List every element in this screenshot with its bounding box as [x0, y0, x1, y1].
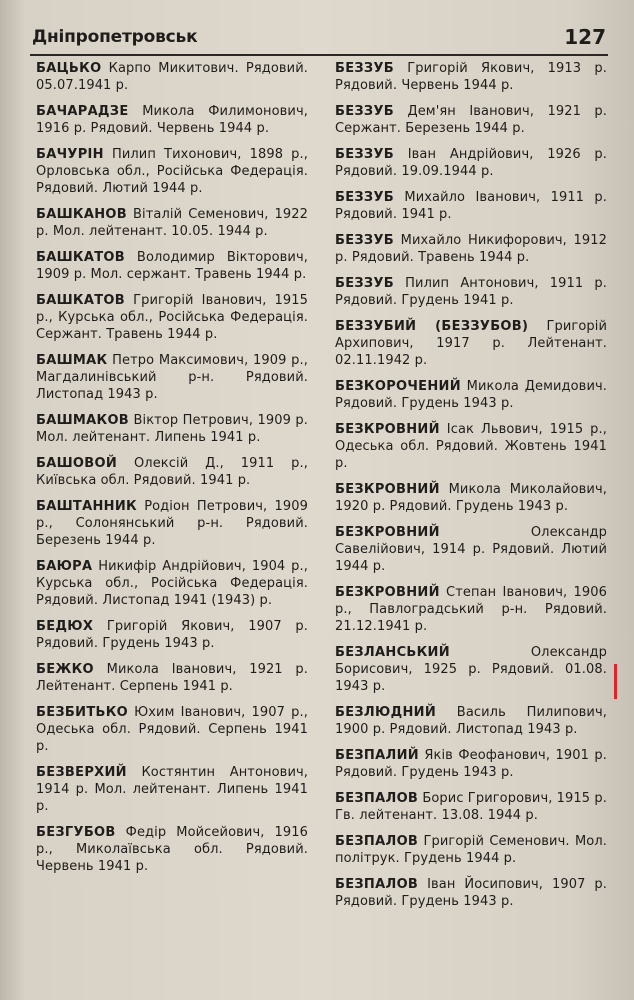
entry-details: Іван Йосипович, 1907 р. Рядовий. Грудень 1943 р.: [335, 877, 607, 909]
entry-details: Микола Филимонович, 1916 р. Рядовий. Червень 1944 р.: [36, 104, 308, 136]
entry-details: Юхим Іванович, 1907 р., Одеська обл. Рядовий. Серпень 1941 р.: [36, 705, 308, 754]
list-entry: [335, 584, 607, 635]
list-entry: [36, 103, 308, 137]
entry-surname: БЕДЮХ: [36, 619, 94, 634]
list-entry: [335, 275, 607, 309]
list-entry: [36, 455, 308, 489]
entry-surname: БЕЗВЕРХИЙ: [36, 765, 127, 780]
entry-details: Григорій Архипович, 1917 р. Лейтенант. 02.11.1942 р.: [335, 319, 608, 368]
list-entry: [36, 704, 308, 755]
entry-details: Володимир Вікторович, 1909 р. Мол. сержант. Травень 1944 р.: [36, 250, 308, 282]
list-entry: [335, 790, 607, 824]
entry-surname: БЕЗПАЛИЙ: [335, 748, 419, 763]
list-entry: [36, 249, 308, 283]
list-entry: [335, 189, 607, 223]
entry-surname: БЕЗКРОВНИЙ: [335, 525, 440, 540]
entry-surname: БАШКАНОВ: [36, 207, 127, 222]
list-entry: [335, 876, 607, 910]
page-title: Дніпропетровськ: [32, 27, 198, 47]
entry-details: Олексій Д., 1911 р., Київська обл. Рядовий. 1941 р.: [36, 456, 308, 488]
entry-surname: БАШКАТОВ: [36, 293, 125, 308]
entry-surname: БАЧАРАДЗЕ: [36, 104, 129, 119]
list-entry: [335, 318, 607, 369]
list-entry: [335, 833, 607, 867]
list-entry: [335, 146, 607, 180]
list-entry: [335, 644, 607, 695]
list-entry: [335, 232, 607, 266]
list-entry: [36, 618, 308, 652]
entry-details: Григорій Іванович, 1915 р., Курська обл., Російська Федерація. Сержант. Травень 1944 р.: [36, 293, 309, 342]
entry-surname: БЕЗЗУБ: [335, 276, 394, 291]
entry-surname: БЕЗЗУБ: [335, 61, 394, 76]
entry-details: Пилип Антонович, 1911 р. Рядовий. Грудень 1941 р.: [335, 276, 608, 308]
entry-surname: БЕЗЗУБ: [335, 233, 394, 248]
list-entry: [36, 824, 308, 875]
page-number: 127: [564, 25, 606, 49]
entry-surname: БЕЗЛАНСЬКИЙ: [335, 645, 450, 660]
entry-details: Олександр Савелійович, 1914 р. Рядовий. Лютий 1944 р.: [335, 525, 607, 574]
entry-details: Дем'ян Іванович, 1921 р. Сержант. Березень 1944 р.: [335, 104, 607, 136]
list-entry: [36, 764, 308, 815]
entry-surname: БАШМАКОВ: [36, 413, 130, 428]
entry-details: Костянтин Антонович, 1914 р. Мол. лейтенант. Липень 1941 р.: [36, 765, 309, 814]
entry-details: Іван Андрійович, 1926 р. Рядовий. 19.09.1944 р.: [335, 147, 608, 179]
list-entry: [36, 206, 308, 240]
entry-details: Никифір Андрійович, 1904 р., Курська обл., Російська Федерація. Рядовий. Листопад 1941 (1943) р.: [36, 559, 308, 608]
entry-surname: БЕЗПАЛОВ: [335, 877, 419, 892]
entry-details: Григорій Якович, 1913 р. Рядовий. Червень 1944 р.: [335, 61, 607, 93]
entry-details: Карпо Микитович. Рядовий. 05.07.1941 р.: [36, 61, 309, 93]
entry-surname: БЕЗБИТЬКО: [36, 705, 128, 720]
entry-surname: БЕЗГУБОВ: [36, 825, 116, 840]
entry-details: Микола Демидович. Рядовий. Грудень 1943 р.: [335, 379, 608, 411]
entry-surname: БАШТАННИК: [36, 499, 137, 514]
entry-surname: БАЧУРІН: [36, 147, 104, 162]
entry-surname: БЕЗЗУБИЙ (БЕЗЗУБОВ): [335, 319, 529, 334]
red-margin-marker: [614, 664, 617, 699]
list-entry: [335, 747, 607, 781]
entry-details: Ісак Львович, 1915 р., Одеська обл. Рядовий. Жовтень 1941 р.: [335, 422, 607, 471]
entry-surname: БЕЗКРОВНИЙ: [335, 482, 440, 497]
list-entry: [36, 412, 308, 446]
page-header: [30, 24, 608, 56]
entry-surname: БАЦЬКО: [36, 61, 102, 76]
entry-details: Борис Григорович, 1915 р. Гв. лейтенант. 13.08. 1944 р.: [335, 791, 607, 823]
list-entry: [36, 352, 308, 403]
entry-details: Микола Миколайович, 1920 р. Рядовий. Грудень 1943 р.: [335, 482, 607, 514]
entry-surname: БЕЖКО: [36, 662, 94, 677]
entry-details: Пилип Тихонович, 1898 р., Орловська обл., Російська Федерація. Рядовий. Лютий 1944 р.: [36, 147, 308, 196]
entry-surname: БЕЗКОРОЧЕНИЙ: [335, 379, 461, 394]
list-entry: [36, 661, 308, 695]
entry-details: Василь Пилипович, 1900 р. Рядовий. Листопад 1943 р.: [335, 705, 607, 737]
list-entry: [36, 292, 308, 343]
right-column: [335, 60, 607, 919]
list-entry: [36, 60, 308, 94]
list-entry: [335, 103, 607, 137]
entry-details: Михайло Іванович, 1911 р. Рядовий. 1941 р.: [335, 190, 608, 222]
entry-details: Федір Мойсейович, 1916 р., Миколаївська обл. Рядовий. Червень 1941 р.: [36, 825, 308, 874]
entry-surname: БАШОВОЙ: [36, 456, 118, 471]
entry-surname: БЕЗПАЛОВ: [335, 834, 419, 849]
list-entry: [335, 60, 607, 94]
left-column: [36, 60, 308, 884]
entry-details: Микола Іванович, 1921 р. Лейтенант. Серпень 1941 р.: [36, 662, 309, 694]
entry-surname: БАШКАТОВ: [36, 250, 125, 265]
entry-details: Віталій Семенович, 1922 р. Мол. лейтенант. 10.05. 1944 р.: [36, 207, 308, 239]
entry-surname: БЕЗЛЮДНИЙ: [335, 705, 436, 720]
entry-surname: БЕЗЗУБ: [335, 147, 394, 162]
list-entry: [335, 378, 607, 412]
entry-surname: БЕЗЗУБ: [335, 104, 394, 119]
entry-surname: БЕЗЗУБ: [335, 190, 394, 205]
entry-details: Степан Іванович, 1906 р., Павлоградський р-н. Рядовий. 21.12.1941 р.: [335, 585, 607, 634]
entry-details: Михайло Никифорович, 1912 р. Рядовий. Травень 1944 р.: [335, 233, 608, 265]
entry-surname: БАШМАК: [36, 353, 108, 368]
entry-details: Петро Максимович, 1909 р., Магдалинівський р-н. Рядовий. Листопад 1943 р.: [36, 353, 309, 402]
entry-surname: БЕЗПАЛОВ: [335, 791, 419, 806]
list-entry: [335, 421, 607, 472]
list-entry: [36, 558, 308, 609]
entry-details: Родіон Петрович, 1909 р., Солонянський р-н. Рядовий. Березень 1944 р.: [36, 499, 308, 548]
entry-surname: БЕЗКРОВНИЙ: [335, 422, 440, 437]
list-entry: [335, 481, 607, 515]
entry-details: Олександр Борисович, 1925 р. Рядовий. 01.08. 1943 р.: [335, 645, 607, 694]
entry-details: Віктор Петрович, 1909 р. Мол. лейтенант. Липень 1941 р.: [36, 413, 309, 445]
list-entry: [36, 146, 308, 197]
entry-details: Григорій Якович, 1907 р. Рядовий. Грудень 1943 р.: [36, 619, 308, 651]
entry-details: Яків Феофанович, 1901 р. Рядовий. Грудень 1943 р.: [335, 748, 607, 780]
entry-details: Григорій Семенович. Мол. політрук. Грудень 1944 р.: [335, 834, 607, 866]
entry-surname: БЕЗКРОВНИЙ: [335, 585, 440, 600]
list-entry: [335, 524, 607, 575]
list-entry: [36, 498, 308, 549]
entry-surname: БАЮРА: [36, 559, 93, 574]
list-entry: [335, 704, 607, 738]
